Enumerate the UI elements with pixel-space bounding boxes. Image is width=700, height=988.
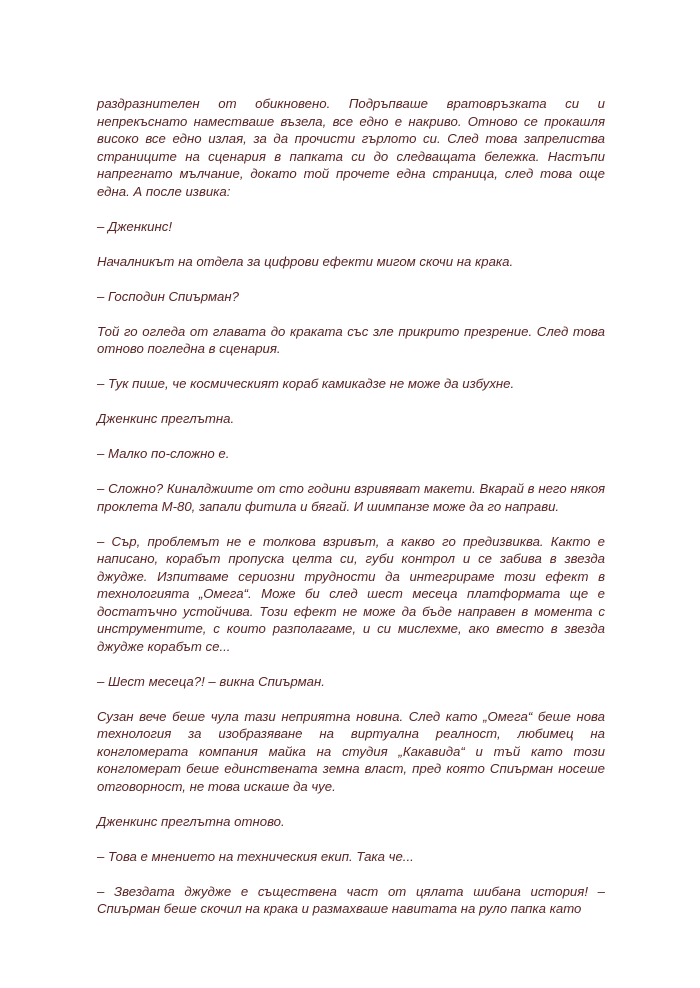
paragraph: – Сложно? Киналджиите от сто години взривяват макети. Вкарай в него някоя проклета М-80, запали фитила и бягай. И шимпанзе може да го направи. xyxy=(97,481,605,514)
paragraph: – Малко по-сложно е. xyxy=(97,446,230,461)
paragraph: раздразнителен от обикновено. Подръпваше вратовръзката си и непрекъснато наместваше възела, все едно е накриво. Отново се прокашля високо все едно излая, за да прочисти гърлото си. След това запрелиства страниците на сценария в папката си до следващата бележка. Настъпи напрегнато мълчание, докато той прочете една страница, след това още една. А после извика: xyxy=(97,96,605,199)
paragraph: – Тук пише, че космическият кораб камикадзе не може да избухне. xyxy=(97,376,515,391)
paragraph: Дженкинс преглътна отново. xyxy=(97,813,285,829)
paragraph: – Това е мнението на техническия екип. Така че... xyxy=(97,848,414,864)
paragraph: – Сър, проблемът не е толкова взривът, а какво го предизвиква. Както е написано, корабът пропуска целта си, губи контрол и се забива в звезда джудже. Изпитваме сериозни трудности да интегрираме този ефект в технологията „Омега“. Може би след шест месеца платформата ще е достатъчно устойчива. Този ефект не може да бъде направен в момента с инструментите, с които разполагаме, и си мислехме, ако вместо в звезда джудже корабът се... xyxy=(97,533,605,654)
paragraph: Сузан вече беше чула тази неприятна новина. След като „Омега“ беше нова технология за изобразяване на виртуална реалност, любимец на конгломерата компания майка на студия „Какавида“ и тъй като този конгломерат беше единствената земна власт, пред която Спиърман носеше отговорност, не това искаше да чуе. xyxy=(97,708,605,794)
paragraph: – Дженкинс! xyxy=(97,218,173,234)
paragraph: Той го огледа от главата до краката със зле прикрито презрение. След това отново погледна в сценария. xyxy=(97,323,605,356)
paragraph: – Шест месеца?! – викна Спиърман. xyxy=(97,673,325,689)
paragraph: – Звездата джудже е съществена част от цялата шибана история! – Спиърман беше скочил на крака и размахваше навитата на руло папка като xyxy=(97,883,605,916)
paragraph: – Господин Спиърман? xyxy=(97,288,239,304)
paragraph: Дженкинс преглътна. xyxy=(97,411,235,426)
document-page xyxy=(97,95,605,918)
paragraph: Началникът на отдела за цифрови ефекти мигом скочи на крака. xyxy=(97,253,514,269)
